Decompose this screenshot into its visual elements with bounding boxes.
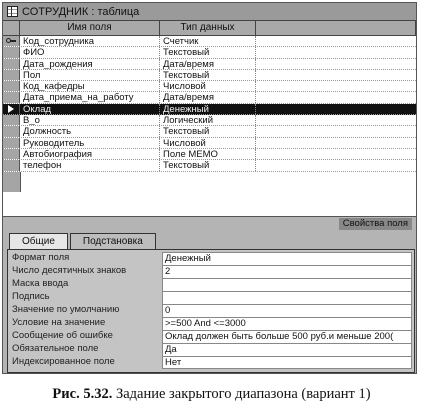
property-row bbox=[10, 278, 412, 291]
property-value-input[interactable] bbox=[162, 278, 412, 291]
tab-lookup[interactable]: Подстановка bbox=[70, 233, 156, 249]
row-selector[interactable] bbox=[3, 92, 20, 102]
data-type-cell[interactable]: Логический bbox=[160, 115, 256, 125]
description-cell[interactable] bbox=[256, 138, 416, 148]
field-name-cell[interactable]: Оклад bbox=[20, 104, 160, 114]
field-name-cell[interactable]: В_о bbox=[20, 115, 160, 125]
grid-rows bbox=[3, 36, 416, 172]
figure-caption bbox=[0, 386, 423, 403]
row-selector[interactable] bbox=[3, 59, 20, 69]
property-value-input[interactable]: Нет bbox=[162, 356, 412, 369]
data-type-cell[interactable]: Денежный bbox=[160, 104, 256, 114]
table-row[interactable] bbox=[3, 138, 416, 149]
property-label: Число десятичных знаков bbox=[12, 265, 127, 276]
description-cell[interactable] bbox=[256, 126, 416, 136]
data-type-cell[interactable]: Текстовый bbox=[160, 126, 256, 136]
data-type-cell[interactable]: Текстовый bbox=[160, 70, 256, 80]
property-value-input[interactable] bbox=[162, 291, 412, 304]
description-cell[interactable] bbox=[256, 92, 416, 102]
properties-panel bbox=[7, 249, 415, 373]
table-row[interactable] bbox=[3, 59, 416, 70]
property-value-input[interactable]: >=500 And <=3000 bbox=[162, 317, 412, 330]
property-label: Маска ввода bbox=[12, 278, 69, 289]
property-label: Условие на значение bbox=[12, 317, 106, 328]
row-selector[interactable] bbox=[3, 160, 20, 170]
field-name-cell[interactable]: Автобиография bbox=[20, 149, 160, 159]
field-properties-label: Свойства поля bbox=[339, 218, 412, 230]
table-row[interactable] bbox=[3, 92, 416, 103]
properties-tabs bbox=[9, 233, 158, 249]
table-row[interactable] bbox=[3, 47, 416, 58]
header-selector bbox=[3, 21, 20, 35]
table-row[interactable] bbox=[3, 70, 416, 81]
figure-caption-text: Задание закрытого диапазона (вариант 1) bbox=[115, 386, 371, 402]
primary-key-icon bbox=[6, 38, 16, 45]
row-selector[interactable] bbox=[3, 104, 20, 114]
table-row[interactable] bbox=[3, 115, 416, 126]
description-cell[interactable] bbox=[256, 59, 416, 69]
property-value-input[interactable]: Денежный bbox=[162, 252, 412, 265]
data-type-cell[interactable]: Поле MEMO bbox=[160, 149, 256, 159]
property-value-input[interactable]: 2 bbox=[162, 265, 412, 278]
description-cell[interactable] bbox=[256, 149, 416, 159]
description-cell[interactable] bbox=[256, 115, 416, 125]
table-row[interactable] bbox=[3, 36, 416, 47]
table-row[interactable] bbox=[3, 81, 416, 92]
data-type-cell[interactable]: Дата/время bbox=[160, 59, 256, 69]
field-name-cell[interactable]: Код_кафедры bbox=[20, 81, 160, 91]
row-selector[interactable] bbox=[3, 47, 20, 57]
data-type-cell[interactable]: Текстовый bbox=[160, 47, 256, 57]
row-selector[interactable] bbox=[3, 81, 20, 91]
column-header-field-name[interactable]: Имя поля bbox=[20, 21, 160, 35]
property-row bbox=[10, 343, 412, 356]
description-cell[interactable] bbox=[256, 104, 416, 114]
property-row bbox=[10, 265, 412, 278]
field-name-cell[interactable]: Должность bbox=[20, 126, 160, 136]
table-row[interactable] bbox=[3, 160, 416, 171]
row-selector[interactable] bbox=[3, 36, 20, 46]
property-label: Обязательное поле bbox=[12, 343, 99, 354]
field-grid bbox=[3, 21, 416, 216]
field-name-cell[interactable]: Код_сотрудника bbox=[20, 36, 160, 46]
property-row bbox=[10, 252, 412, 265]
field-name-cell[interactable]: телефон bbox=[20, 160, 160, 170]
property-label: Значение по умолчанию bbox=[12, 304, 120, 315]
row-selector[interactable] bbox=[3, 138, 20, 148]
property-value-input[interactable]: Оклад должен быть больше 500 руб.и меньше 200( bbox=[162, 330, 412, 343]
description-cell[interactable] bbox=[256, 47, 416, 57]
property-row bbox=[10, 304, 412, 317]
field-name-cell[interactable]: Дата_рождения bbox=[20, 59, 160, 69]
grid-empty-row[interactable] bbox=[3, 172, 416, 192]
table-row[interactable] bbox=[3, 126, 416, 137]
data-type-cell[interactable]: Числовой bbox=[160, 81, 256, 91]
field-name-cell[interactable]: ФИО bbox=[20, 47, 160, 57]
row-selector[interactable] bbox=[3, 70, 20, 80]
row-selector[interactable] bbox=[3, 126, 20, 136]
row-selector[interactable] bbox=[3, 115, 20, 125]
grid-header bbox=[3, 21, 416, 36]
title-bar[interactable] bbox=[3, 3, 416, 21]
data-type-cell[interactable]: Счетчик bbox=[160, 36, 256, 46]
data-type-cell[interactable]: Текстовый bbox=[160, 160, 256, 170]
property-label: Индексированное поле bbox=[12, 356, 115, 367]
description-cell[interactable] bbox=[256, 160, 416, 170]
table-icon bbox=[7, 6, 18, 17]
property-row bbox=[10, 291, 412, 304]
description-cell[interactable] bbox=[256, 81, 416, 91]
description-cell[interactable] bbox=[256, 70, 416, 80]
property-value-input[interactable]: Да bbox=[162, 343, 412, 356]
column-header-description[interactable] bbox=[256, 21, 416, 35]
table-row[interactable] bbox=[3, 104, 416, 115]
field-name-cell[interactable]: Пол bbox=[20, 70, 160, 80]
tab-general[interactable]: Общие bbox=[9, 233, 68, 251]
field-properties-area bbox=[3, 216, 416, 374]
property-label: Формат поля bbox=[12, 252, 70, 263]
field-name-cell[interactable]: Дата_приема_на_работу bbox=[20, 92, 160, 102]
window-title: СОТРУДНИК : таблица bbox=[22, 5, 140, 18]
current-row-arrow-icon bbox=[8, 105, 14, 113]
row-selector[interactable] bbox=[3, 149, 20, 159]
property-label: Сообщение об ошибке bbox=[12, 330, 113, 341]
property-value-input[interactable]: 0 bbox=[162, 304, 412, 317]
description-cell[interactable] bbox=[256, 36, 416, 46]
table-row[interactable] bbox=[3, 149, 416, 160]
property-row bbox=[10, 356, 412, 369]
figure-number: Рис. 5.32. bbox=[52, 386, 113, 402]
property-row bbox=[10, 330, 412, 343]
property-label: Подпись bbox=[12, 291, 50, 302]
field-name-cell[interactable]: Руководитель bbox=[20, 138, 160, 148]
property-row bbox=[10, 317, 412, 330]
column-header-data-type[interactable]: Тип данных bbox=[160, 21, 256, 35]
data-type-cell[interactable]: Дата/время bbox=[160, 92, 256, 102]
data-type-cell[interactable]: Числовой bbox=[160, 138, 256, 148]
table-design-window bbox=[2, 2, 417, 374]
